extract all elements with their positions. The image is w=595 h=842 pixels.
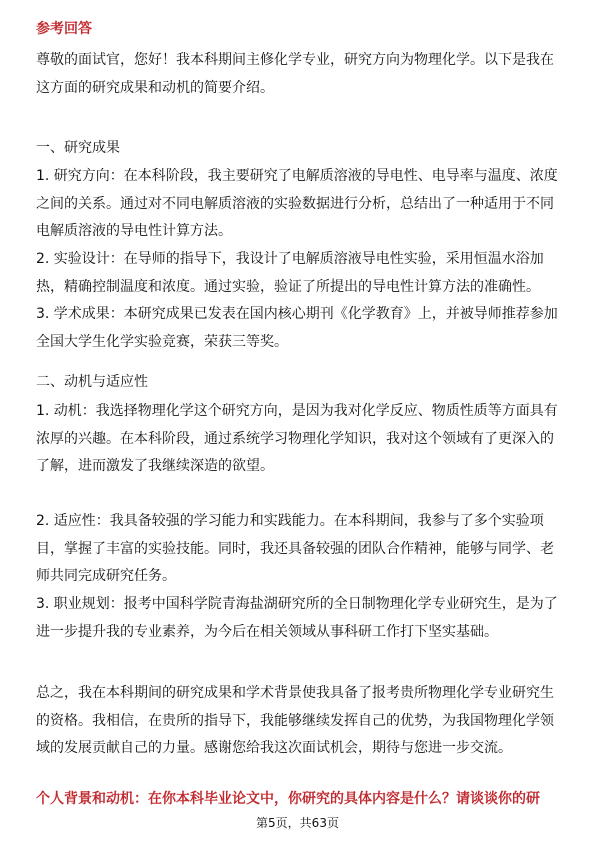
next-question-text: 个人背景和动机：在你本科毕业论文中，你研究的具体内容是什么？请谈谈你的研 — [36, 791, 540, 807]
conclusion-paragraph: 总之，我在本科期间的研究成果和学术背景使我具备了报考贵所物理化学专业研究生的资格。我相信，在贵所的指导下，我能够继续发挥自己的优势，为我国物理化学领域的发展贡献自己的力量。感谢您给我这次面试机会，期待与您进一步交流。 — [36, 685, 554, 756]
research-item-achievement: 3. 学术成果：本研究成果已发表在国内核心期刊《化学教育》上，并被导师推荐参加全国大学生化学实验竞赛，荣获三等奖。 — [36, 306, 558, 350]
intro-paragraph: 尊敬的面试官，您好！我本科期间主修化学专业，研究方向为物理化学。以下是我在这方面的研究成果和动机的简要介绍。 — [36, 52, 554, 96]
page-number: 第5页，共63页 — [256, 816, 339, 830]
motivation-item-motive: 1. 动机：我选择物理化学这个研究方向，是因为我对化学反应、物质性质等方面具有浓厚的兴趣。在本科阶段，通过系统学习物理化学知识，我对这个领域有了更深入的了解，进而激发了我继续深造的欲望。 — [36, 403, 558, 474]
research-item-design: 2. 实验设计：在导师的指导下，我设计了电解质溶液导电性实验，采用恒温水浴加热，精确控制温度和浓度。通过实验，验证了所提出的导电性计算方法的准确性。 — [36, 251, 544, 295]
answer-heading: 参考回答 — [36, 21, 92, 37]
section-title-research: 一、研究成果 — [36, 140, 120, 156]
research-item-direction: 1. 研究方向：在本科阶段，我主要研究了电解质溶液的导电性、电导率与温度、浓度之间的关系。通过对不同电解质溶液的实验数据进行分析，总结出了一种适用于不同电解质溶液的导电性计算方法。 — [36, 168, 558, 239]
motivation-item-adaptability: 2. 适应性：我具备较强的学习能力和实践能力。在本科期间，我参与了多个实验项目，掌握了丰富的实验技能。同时，我还具备较强的团队合作精神，能够与同学、老师共同完成研究任务。 — [36, 513, 554, 584]
section-title-motivation: 二、动机与适应性 — [36, 374, 148, 390]
motivation-item-career: 3. 职业规划：报考中国科学院青海盐湖研究所的全日制物理化学专业研究生，是为了进一步提升我的专业素养，为今后在相关领域从事科研工作打下坚实基础。 — [36, 596, 558, 640]
